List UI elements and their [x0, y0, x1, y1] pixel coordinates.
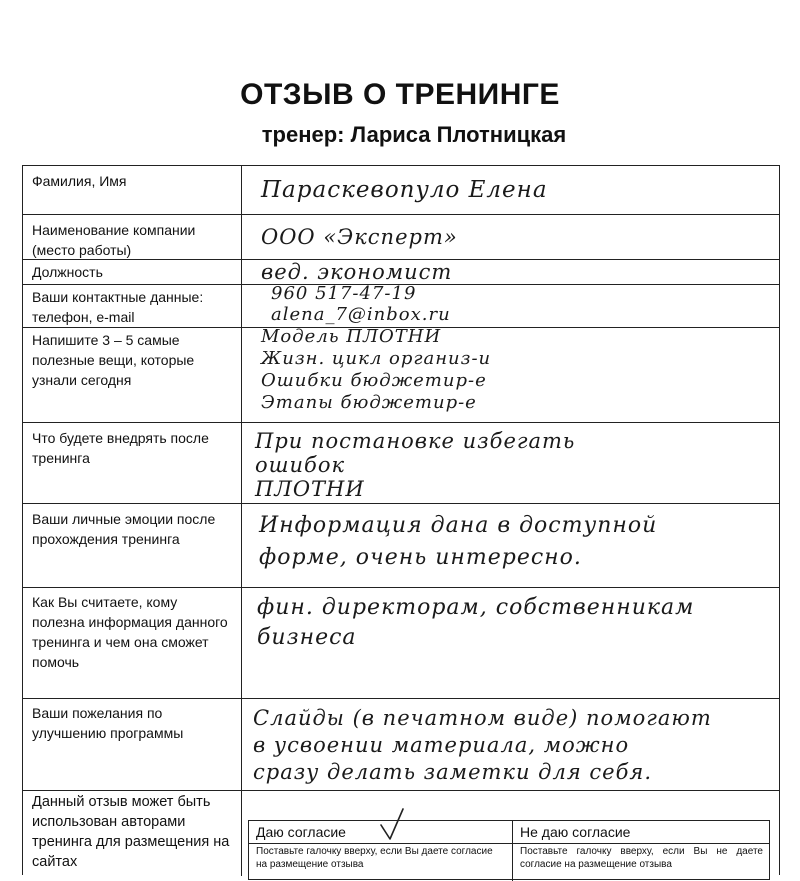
label-position: Должность: [32, 264, 103, 280]
answer-useful-line: Ошибки бюджетир-е: [261, 370, 487, 391]
answer-implement-line: ошибок: [255, 453, 346, 477]
label-contacts: Ваши контактные данные: телефон, e-mail: [32, 289, 204, 325]
checkmark-icon: [377, 807, 407, 843]
row-wishes: [23, 699, 779, 791]
consent-divider: [513, 843, 769, 844]
answer-position[interactable]: [261, 258, 452, 286]
answer-emotions[interactable]: [259, 510, 657, 574]
trainer-subtitle: тренер: Лариса Плотницкая: [261, 122, 567, 147]
label-useful: Напишите 3 – 5 самые полезные вещи, которые узнали сегодня: [32, 332, 195, 388]
answer-position-line: вед. экономист: [261, 260, 453, 284]
row-emotions: [23, 504, 779, 588]
answer-useful-line: Модель ПЛОТНИ: [261, 326, 442, 347]
answer-audience[interactable]: [257, 593, 694, 653]
label-implement: Что будете внедрять после тренинга: [32, 430, 209, 466]
answer-implement-line: ПЛОТНИ: [255, 477, 365, 501]
answer-wishes-line: сразу делать заметки для себя.: [253, 760, 652, 784]
answer-wishes[interactable]: [253, 705, 712, 786]
consent-disagree-label: Не даю согласие: [520, 824, 631, 840]
answer-implement-line: При постановке избегать: [255, 429, 576, 453]
answer-company-line: ООО «Эксперт»: [261, 225, 458, 249]
answer-emotions-line: Информация дана в доступной: [259, 513, 658, 538]
label-company: Наименование компании (место работы): [32, 222, 196, 258]
answer-contacts-email: alena_7@inbox.ru: [271, 304, 451, 325]
consent-agree-cell[interactable]: [249, 821, 513, 881]
answer-contacts[interactable]: [271, 283, 451, 325]
label-name: Фамилия, Имя: [32, 173, 127, 189]
row-useful: [23, 328, 779, 423]
answer-name[interactable]: [261, 176, 548, 204]
row-implement: [23, 423, 779, 504]
answer-useful-line: Жизн. цикл организ-и: [261, 348, 492, 369]
row-name: [23, 166, 779, 215]
answer-audience-line: фин. директорам, собственникам: [257, 595, 695, 620]
consent-table: [248, 820, 770, 880]
answer-useful-line: Этапы бюджетир-е: [261, 392, 477, 413]
row-company: [23, 215, 779, 260]
row-contacts: [23, 285, 779, 328]
answer-wishes-line: в усвоении материала, можно: [253, 733, 630, 757]
answer-implement[interactable]: [255, 429, 575, 501]
form-title: ОТЗЫВ О ТРЕНИНГЕ: [240, 78, 560, 111]
answer-emotions-line: форме, очень интересно.: [259, 545, 582, 570]
answer-audience-line: бизнеса: [257, 625, 357, 650]
answer-company[interactable]: [261, 223, 458, 251]
label-emotions: Ваши личные эмоции после прохождения тренинга: [32, 511, 216, 547]
consent-disagree-note: Поставьте галочку вверху, если Вы не даете согласие на размещение отзыва: [520, 846, 763, 870]
consent-disagree-cell[interactable]: [513, 821, 769, 881]
row-position: [23, 260, 779, 285]
label-wishes: Ваши пожелания по улучшению программы: [32, 705, 184, 741]
answer-contacts-phone: 960 517-47-19: [271, 283, 417, 304]
label-audience: Как Вы считаете, кому полезна информация данного тренинга и чем она сможет помочь: [32, 594, 228, 670]
answer-name-line: Параскевопуло Елена: [261, 177, 548, 203]
answer-wishes-line: Слайды (в печатном виде) помогают: [253, 706, 712, 730]
answer-useful[interactable]: [261, 326, 491, 414]
feedback-form-table: [22, 165, 780, 875]
label-permission: Данный отзыв может быть использован авторами тренинга для размещения на сайтах: [32, 794, 230, 870]
row-audience: [23, 588, 779, 699]
consent-agree-label: Даю согласие: [256, 824, 346, 840]
consent-divider: [249, 843, 512, 844]
consent-agree-note: Поставьте галочку вверху, если Вы даете согласие на размещение отзыва: [256, 846, 493, 870]
